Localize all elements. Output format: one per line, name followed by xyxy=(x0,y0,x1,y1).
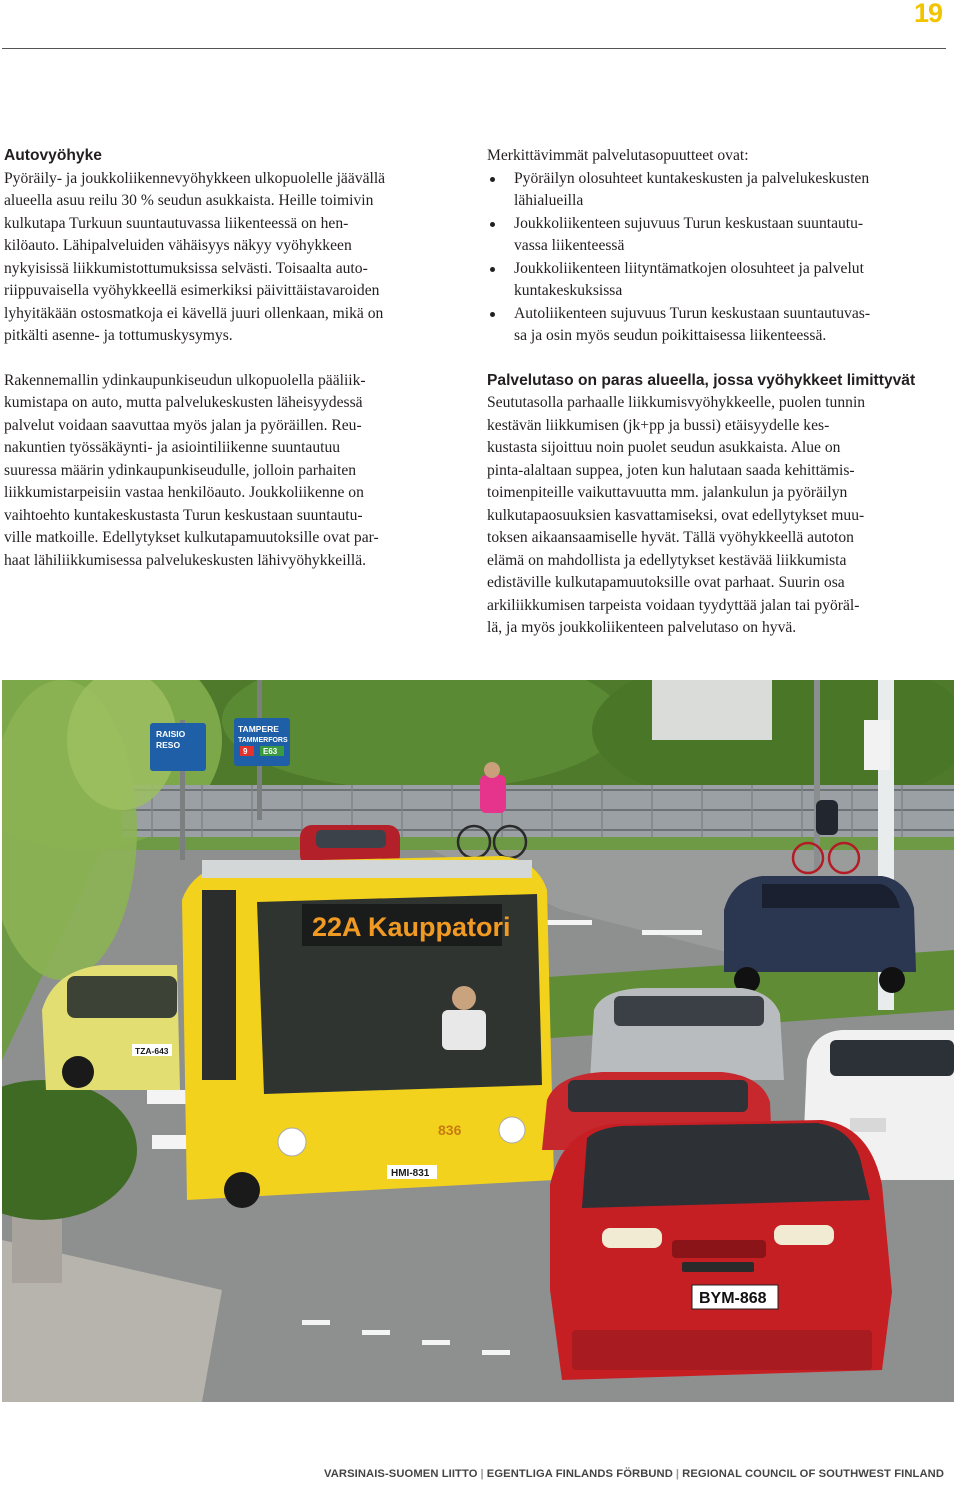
text-line: lyhyitäkään ostosmatkoja ei kävellä juuri ollenkaan, mikä on xyxy=(4,304,384,322)
list-item xyxy=(487,303,952,348)
paragraph-gap xyxy=(4,348,466,370)
sign-text: TAMMERFORS xyxy=(238,737,288,744)
text-line: riippuvaisella vyöhykkeellä esimerkiksi päivittäistavaroiden xyxy=(4,282,380,299)
paragraph-gap xyxy=(487,348,952,370)
bus-fleet-number: 836 xyxy=(438,1122,462,1138)
text-line: arkiliikkumisen tarpeista voidaan tyydyttää jalan tai pyöräl- xyxy=(487,596,860,614)
text-line: lä, ja myös joukkoliikenteen palvelutaso on hyvä. xyxy=(487,619,797,636)
paragraph-autovyohyke xyxy=(4,168,466,348)
yellow-car-plate: TZA-643 xyxy=(135,1046,169,1056)
text-line: ville matkoille. Edellytykset kulkutapamuutoksille ovat par- xyxy=(4,529,379,546)
sign-road-number: E63 xyxy=(263,747,278,756)
text-line: vaihtoehto kuntakeskustasta Turun keskustaan suuntautu- xyxy=(4,506,363,524)
red-car-plate: BYM-868 xyxy=(699,1290,767,1307)
text-line: sa ja osin myös seudun poikittaisessa liikenteessä. xyxy=(514,327,827,344)
bus-destination-display: 22A Kauppatori xyxy=(312,912,511,942)
text-line: Autoliikenteen sujuvuus Turun keskustaan suuntautuvas- xyxy=(514,304,871,322)
paragraph-rakennemalli xyxy=(4,370,466,573)
text-line: vassa liikenteessä xyxy=(514,237,625,254)
text-line: lähialueilla xyxy=(514,192,584,209)
text-line: palvelut voidaan saavuttaa myös jalan ja pyöräillen. Reu- xyxy=(4,416,362,434)
text-line: kilöauto. Lähipalveluiden vähäisyys näkyy vyöhykkeen xyxy=(4,237,352,254)
text-line: toimenpiteille vaikuttavuutta mm. jalankulun ja pyöräilyn xyxy=(487,484,848,501)
text-line: edistäville kulkutapamuutoksille ovat parhaat. Suurin osa xyxy=(487,574,845,591)
text-line: alueella asuu reilu 30 % seudun asukkaista. Heille toimivin xyxy=(4,192,374,209)
text-line: kuntakeskuksissa xyxy=(514,282,623,299)
sign-text: RESO xyxy=(156,740,181,750)
sign-road-number: 9 xyxy=(243,747,248,756)
right-column xyxy=(487,145,952,640)
text-line: pinta-alaltaan suppea, joten kun halutaan saada kehittämis- xyxy=(487,461,855,479)
text-line: kestävän liikkumisen (jk+pp ja bussi) etäisyydelle kes- xyxy=(487,416,830,434)
text-line: kulkutapaosuuksien kasvattamiseksi, ovat edellytykset muu- xyxy=(487,506,865,524)
text-line: Pyöräily- ja joukkoliikennevyöhykkeen ulkopuolelle jäävällä xyxy=(4,169,386,187)
text-line: kumistapa on auto, mutta palvelukeskusten läheisyydessä xyxy=(4,394,363,411)
text-line: Seututasolla parhaalle liikkumisvyöhykkeelle, puolen tunnin xyxy=(487,394,866,411)
footer-organizations xyxy=(324,1468,944,1480)
footer-org-fi: VARSINAIS-SUOMEN LIITTO xyxy=(323,1468,478,1480)
page-number: 19 xyxy=(913,0,942,28)
paragraph-palvelutaso xyxy=(487,392,952,640)
text-line: Pyöräilyn olosuhteet kuntakeskusten ja palvelukeskusten xyxy=(514,169,870,187)
footer-separator: | xyxy=(675,1468,680,1480)
list-intro: Merkittävimmät palvelutasopuutteet ovat: xyxy=(487,147,749,164)
sign-text: RAISIO xyxy=(156,729,186,739)
text-line: suuressa määrin ydinkaupunkiseudulle, jolloin parhaiten xyxy=(4,461,357,479)
text-line: elämä on mahdollista ja edellytykset kestävää liikkumista xyxy=(487,551,847,569)
list-item xyxy=(487,168,952,213)
list-item xyxy=(487,258,952,303)
footer-org-sv: EGENTLIGA FINLANDS FÖRBUND xyxy=(486,1468,673,1480)
text-line: Rakennemallin ydinkaupunkiseudun ulkopuolella pääliik- xyxy=(4,371,366,389)
text-line: pitkälti asenne- ja tottumuskysymys. xyxy=(4,327,233,344)
street-photo xyxy=(2,680,954,1402)
list-item xyxy=(487,213,952,258)
deficiency-list xyxy=(487,168,952,348)
text-line: kustasta sijoittuu noin puolet seudun asukkaista. Alue on xyxy=(487,439,841,456)
text-line: Joukkoliikenteen liityntämatkojen olosuhteet ja palvelut xyxy=(514,259,864,277)
bus-plate: HMI-831 xyxy=(391,1168,430,1179)
text-line: haat lähiliikkumisessa palvelukeskusten lähivyöhykkeillä. xyxy=(4,551,367,569)
footer-separator: | xyxy=(480,1468,484,1480)
text-line: nykyisissä liikkumistottumuksissa selvästi. Toisaalta auto- xyxy=(4,259,368,277)
left-column xyxy=(4,145,466,572)
section-heading-autovyohyke: Autovyöhyke xyxy=(4,147,102,164)
section-heading-palvelutaso: Palvelutaso on paras alueella, jossa vyöhykkeet limittyvät xyxy=(487,371,916,389)
text-line: nakuntien työssäkäynti- ja asiointiliikenne suuntautuu xyxy=(4,439,341,456)
text-line: Joukkoliikenteen sujuvuus Turun keskustaan suuntautu- xyxy=(514,214,864,232)
footer-org-en: REGIONAL COUNCIL OF SOUTHWEST FINLAND xyxy=(682,1468,944,1480)
sign-text: TAMPERE xyxy=(238,724,279,734)
header-rule xyxy=(2,48,946,49)
text-line: toksen aikaansaamiselle hyvät. Tällä vyöhykkeellä autoton xyxy=(487,529,854,546)
text-line: liikkumistarpeisiin vastaa henkilöauto. Joukkoliikenne on xyxy=(4,484,364,501)
text-line: kulkutapa Turkuun suuntautuvassa liikenteessä on hen- xyxy=(4,214,349,232)
